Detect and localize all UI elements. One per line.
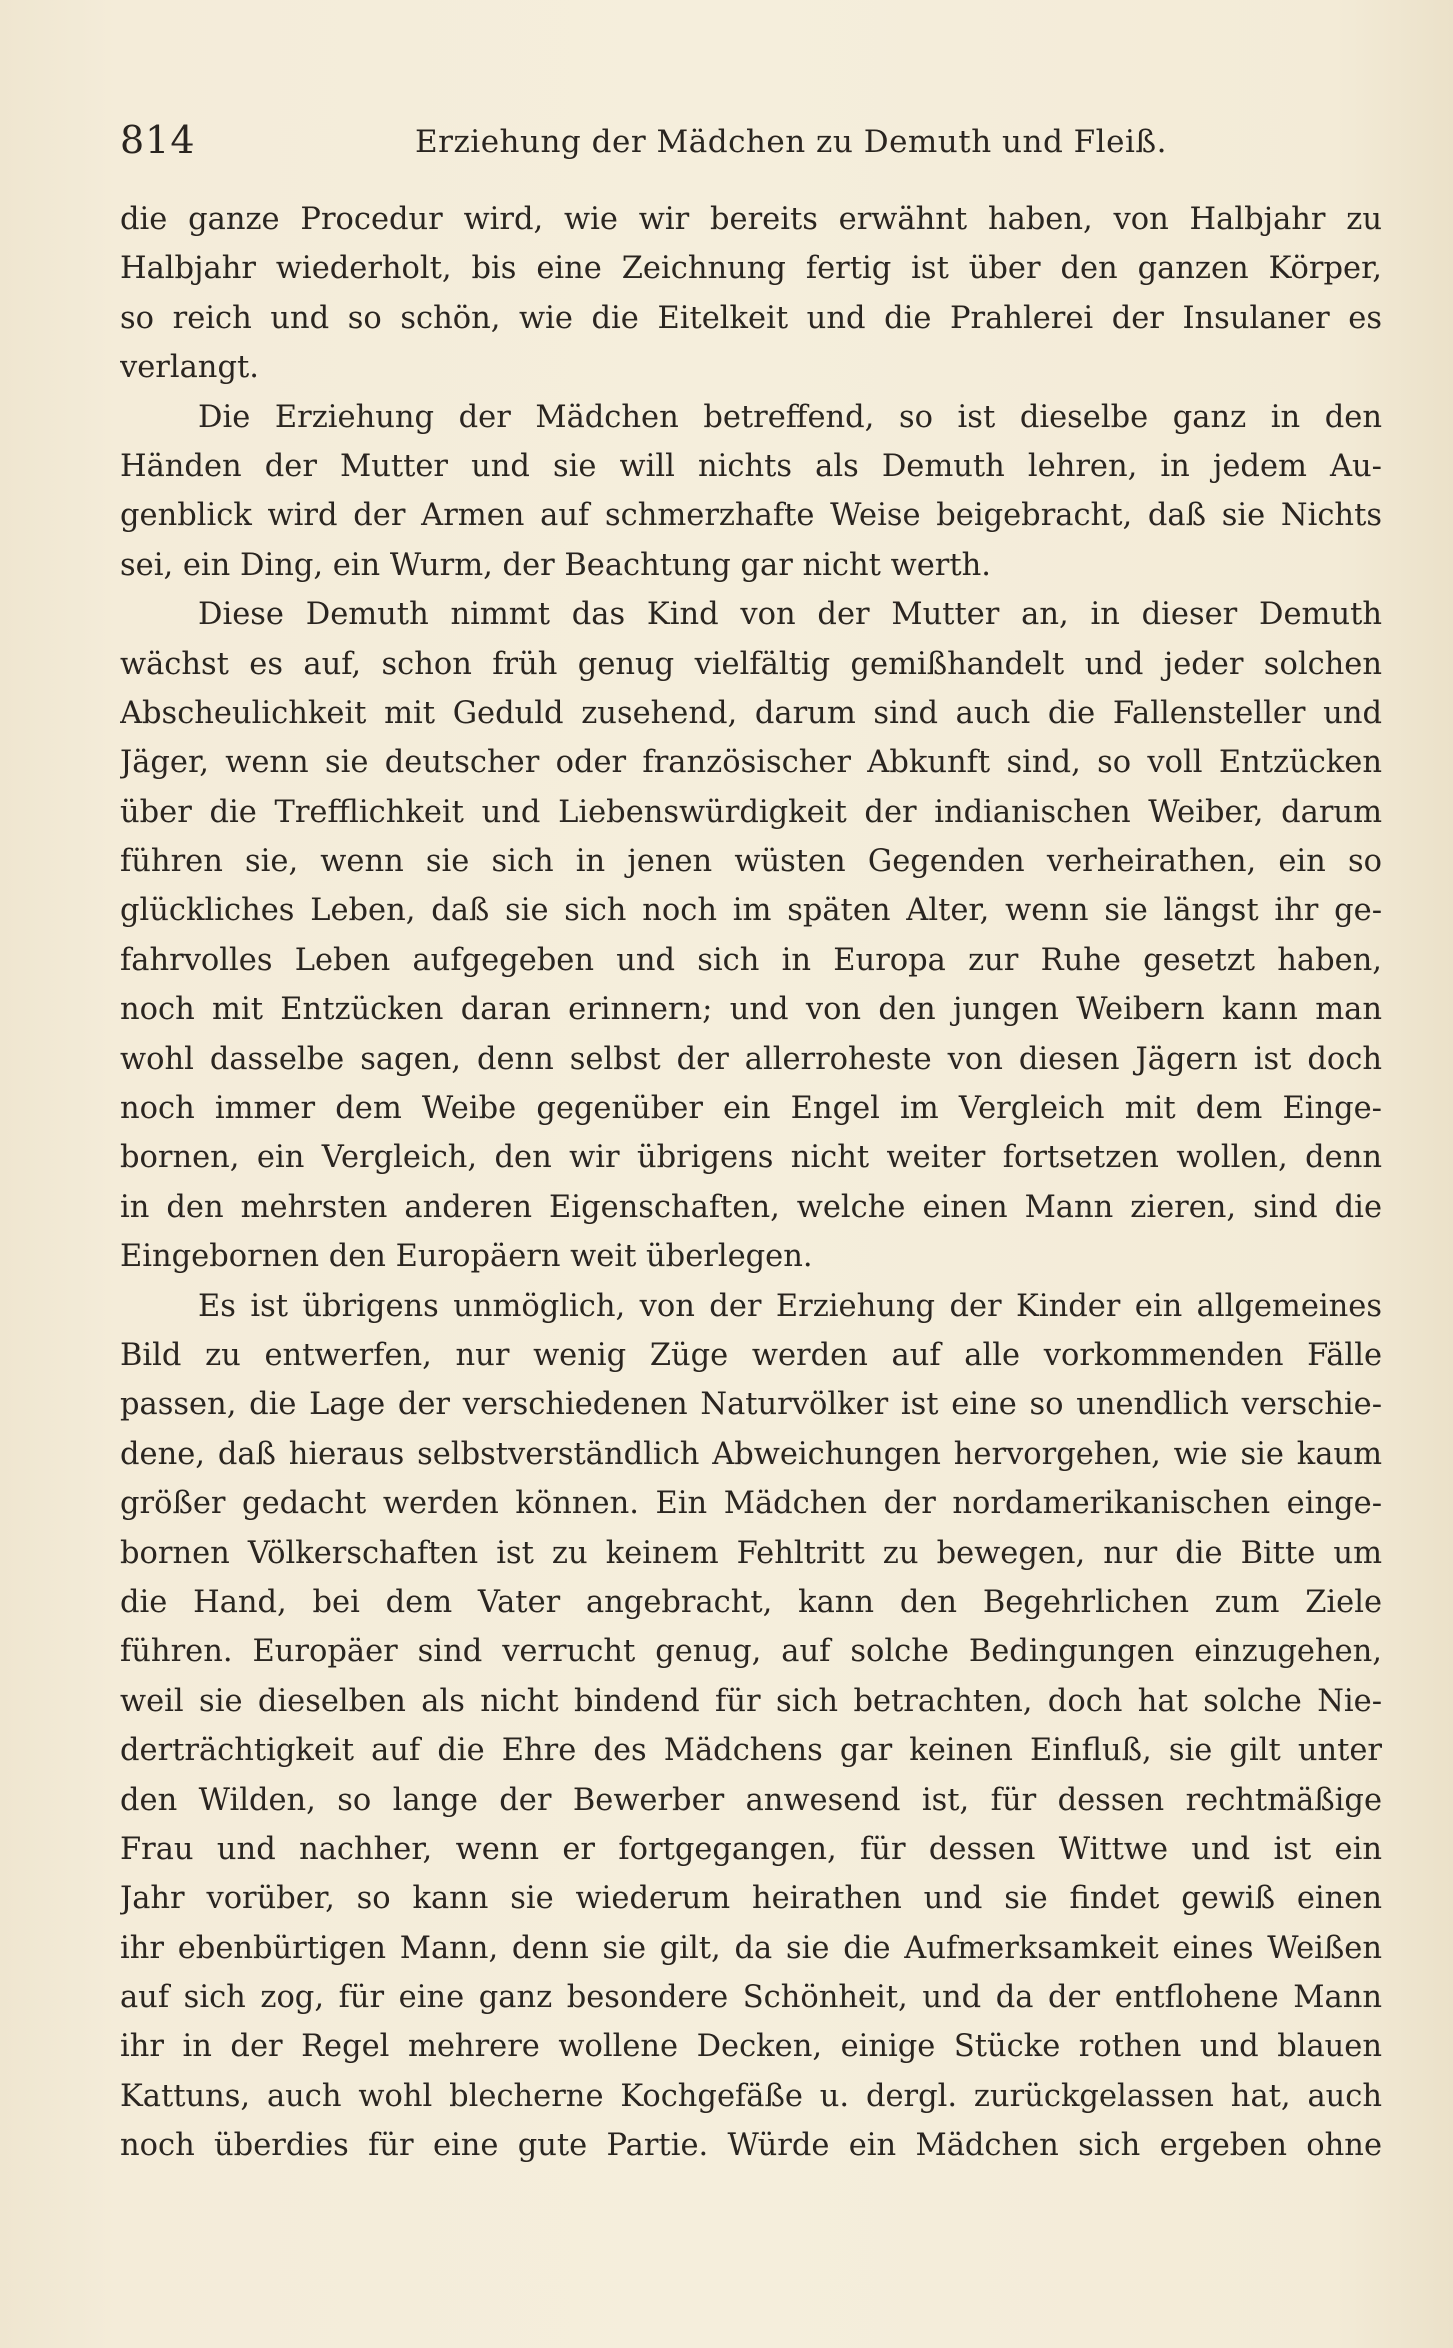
text-line: noch überdies für eine gute Partie. Würde ein Mädchen sich ergeben ohne bbox=[120, 2128, 1382, 2164]
text-line: über die Trefflichkeit und Liebenswürdigkeit der indianischen Weiber, darum bbox=[120, 794, 1382, 830]
text-line: Jahr vorüber, so kann sie wiederum heirathen und sie findet gewiß einen bbox=[120, 1881, 1382, 1917]
text-line: Eingebornen den Europäern weit überlegen. bbox=[120, 1239, 813, 1275]
text-line: die ganze Procedur wird, wie wir bereits erwähnt haben, von Halbjahr zu bbox=[120, 202, 1382, 237]
text-line: genblick wird der Armen auf schmerzhafte Weise beigebracht, daß sie Nichts bbox=[120, 498, 1382, 534]
text-line: auf sich zog, für eine ganz besondere Schönheit, und da der entflohene Mann bbox=[120, 1980, 1382, 2016]
text-line: Bild zu entwerfen, nur wenig Züge werden auf alle vorkommenden Fälle bbox=[120, 1337, 1382, 1373]
text-line: sei, ein Ding, ein Wurm, der Beachtung gar nicht werth. bbox=[120, 547, 991, 583]
text-line: glückliches Leben, daß sie sich noch im späten Alter, wenn sie längst ihr ge- bbox=[120, 893, 1382, 929]
text-line: ihr in der Regel mehrere wollene Decken, einige Stücke rothen und blauen bbox=[120, 2029, 1382, 2065]
text-line: wächst es auf, schon früh genug vielfältig gemißhandelt und jeder solchen bbox=[120, 646, 1382, 682]
text-line: den Wilden, so lange der Bewerber anwesend ist, für dessen rechtmäßige bbox=[120, 1782, 1382, 1818]
text-line: ihr ebenbürtigen Mann, denn sie gilt, da sie die Aufmerksamkeit eines Weißen bbox=[120, 1930, 1382, 1966]
text-line: so reich und so schön, wie die Eitelkeit und die Prahlerei der Insulaner es bbox=[120, 300, 1382, 336]
text-line: weil sie dieselben als nicht bindend für sich betrachten, doch hat solche Nie- bbox=[120, 1683, 1382, 1719]
text-line: größer gedacht werden können. Ein Mädchen der nordamerikanischen einge- bbox=[120, 1486, 1382, 1522]
text-line: derträchtigkeit auf die Ehre des Mädchens gar keinen Einfluß, sie gilt unter bbox=[120, 1733, 1382, 1769]
text-line: Diese Demuth nimmt das Kind von der Mutter an, in dieser Demuth bbox=[198, 597, 1382, 633]
text-line: passen, die Lage der verschiedenen Naturvölker ist eine so unendlich verschie- bbox=[120, 1387, 1382, 1423]
text-line: Jäger, wenn sie deutscher oder französischer Abkunft sind, so voll Entzücken bbox=[120, 745, 1382, 781]
body-text bbox=[120, 195, 1382, 2171]
running-title: Erziehung der Mädchen zu Demuth und Fleiß. bbox=[415, 124, 1167, 160]
text-line: Händen der Mutter und sie will nichts als Demuth lehren, in jedem Au- bbox=[120, 448, 1382, 484]
text-line: Abscheulichkeit mit Geduld zusehend, darum sind auch die Fallensteller und bbox=[120, 695, 1382, 731]
text-line: noch mit Entzücken daran erinnern; und von den jungen Weibern kann man bbox=[120, 992, 1382, 1028]
text-line: Die Erziehung der Mädchen betreffend, so ist dieselbe ganz in den bbox=[198, 399, 1382, 435]
text-line: führen sie, wenn sie sich in jenen wüsten Gegenden verheirathen, ein so bbox=[120, 844, 1382, 880]
text-line: Frau und nachher, wenn er fortgegangen, für dessen Wittwe und ist ein bbox=[120, 1831, 1382, 1867]
text-line: in den mehrsten anderen Eigenschaften, welche einen Mann zieren, sind die bbox=[120, 1189, 1382, 1225]
text-line: bornen Völkerschaften ist zu keinem Fehltritt zu bewegen, nur die Bitte um bbox=[120, 1535, 1382, 1571]
text-line: führen. Europäer sind verrucht genug, auf solche Bedingungen einzugehen, bbox=[120, 1634, 1382, 1670]
text-line: Halbjahr wiederholt, bis eine Zeichnung fertig ist über den ganzen Körper, bbox=[120, 251, 1382, 287]
text-line: Kattuns, auch wohl blecherne Kochgefäße u. dergl. zurückgelassen hat, auch bbox=[120, 2078, 1382, 2114]
text-line: bornen, ein Vergleich, den wir übrigens nicht weiter fortsetzen wollen, denn bbox=[120, 1140, 1382, 1176]
text-line: verlangt. bbox=[120, 350, 259, 386]
text-line: noch immer dem Weibe gegenüber ein Engel im Vergleich mit dem Einge- bbox=[120, 1091, 1382, 1127]
text-line: Es ist übrigens unmöglich, von der Erziehung der Kinder ein allgemeines bbox=[198, 1288, 1382, 1324]
text-line: die Hand, bei dem Vater angebracht, kann den Begehrlichen zum Ziele bbox=[120, 1584, 1382, 1620]
text-line: fahrvolles Leben aufgegeben und sich in Europa zur Ruhe gesetzt haben, bbox=[120, 942, 1382, 978]
page-header bbox=[120, 118, 1382, 168]
page-number: 814 bbox=[120, 118, 196, 162]
text-line: dene, daß hieraus selbstverständlich Abweichungen hervorgehen, wie sie kaum bbox=[120, 1436, 1382, 1472]
text-line: wohl dasselbe sagen, denn selbst der allerroheste von diesen Jägern ist doch bbox=[120, 1041, 1382, 1077]
